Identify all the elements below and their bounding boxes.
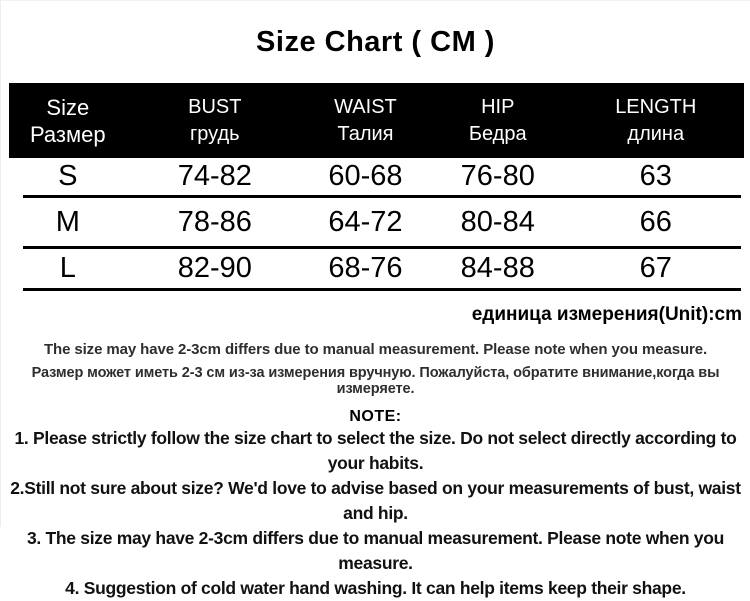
table-row-s <box>9 158 744 195</box>
cell-size-l: L <box>59 252 76 284</box>
title-section <box>1 1 750 83</box>
table-header-row <box>9 83 744 158</box>
note-heading: NOTE: <box>349 408 402 425</box>
cell-hip-s: 76-80 <box>460 160 535 192</box>
row-divider <box>23 288 741 291</box>
note-line-4: 4. Suggestion of cold water hand washing. It can help items keep their shape. <box>65 578 686 598</box>
header-length-en: LENGTH <box>615 95 697 118</box>
header-waist-en: WAIST <box>334 95 397 118</box>
cell-size-s: S <box>58 160 78 192</box>
header-length-ru: длина <box>627 122 685 145</box>
page-title: Size Chart ( CM ) <box>256 25 495 58</box>
header-cell-length <box>568 94 744 148</box>
cell-hip-l: 84-88 <box>460 252 535 284</box>
note-line-1: 1. Please strictly follow the size chart to select the size. Do not select directly according to your habits. <box>14 428 737 473</box>
header-bust-en: BUST <box>188 95 242 118</box>
cell-waist-s: 60-68 <box>328 160 403 192</box>
cell-bust-m: 78-86 <box>177 205 252 238</box>
measure-note-en: The size may have 2-3cm differs due to manual measurement. Please note when you measure. <box>43 341 708 358</box>
table-row-m <box>9 198 744 246</box>
header-hip-en: HIP <box>481 95 515 118</box>
header-cell-size <box>9 94 127 148</box>
header-size-ru: Размер <box>29 121 106 147</box>
cell-hip-m: 80-84 <box>460 205 535 238</box>
header-cell-waist <box>303 94 428 148</box>
cell-waist-m: 64-72 <box>328 205 403 238</box>
header-size-en: Size <box>46 94 90 120</box>
measure-note-ru: Размер может иметь 2-3 см из-за измерения вручную. Пожалуйста, обратите внимание,когда вы измеряете. <box>31 365 720 397</box>
cell-length-s: 63 <box>639 160 672 192</box>
cell-waist-l: 68-76 <box>328 252 403 284</box>
cell-length-m: 66 <box>639 205 672 238</box>
note-line-2: 2.Still not sure about size? We'd love to advise based on your measurements of bust, waist and hip. <box>10 478 741 523</box>
cell-bust-s: 74-82 <box>177 160 252 192</box>
header-cell-bust <box>127 94 303 148</box>
note-line-3: 3. The size may have 2-3cm differs due to manual measurement. Please note when you measure. <box>26 528 725 573</box>
header-hip-ru: Бедра <box>468 122 527 145</box>
header-bust-ru: грудь <box>189 122 240 145</box>
cell-length-l: 67 <box>639 252 672 284</box>
cell-bust-l: 82-90 <box>177 252 252 284</box>
unit-note: единица измерения(Unit):cm <box>471 304 742 325</box>
header-cell-hip <box>428 94 568 148</box>
table-row-l <box>9 249 744 288</box>
header-waist-ru: Талия <box>337 122 394 145</box>
cell-size-m: M <box>55 205 80 238</box>
